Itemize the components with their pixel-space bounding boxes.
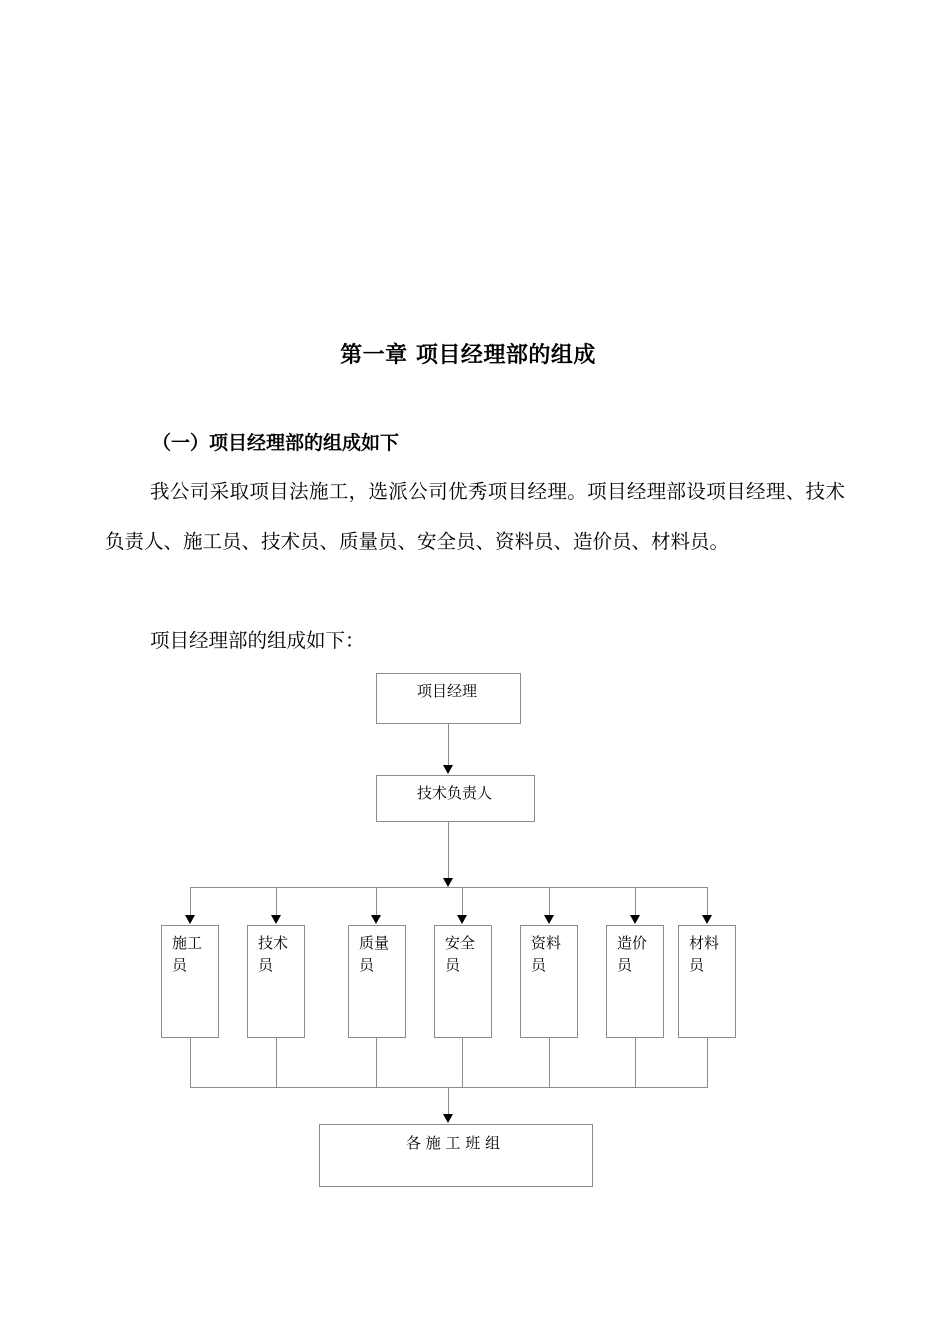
section-heading: （一）项目经理部的组成如下 — [152, 432, 400, 454]
drop-line — [376, 887, 377, 915]
arrow-head — [544, 915, 554, 924]
arrow-head — [630, 915, 640, 924]
org-box-label: 项目经理 — [417, 682, 478, 700]
rise-line — [190, 1038, 191, 1087]
drop-line — [190, 887, 191, 915]
drop-line — [276, 887, 277, 915]
drop-line — [549, 887, 550, 915]
top-bus-line — [190, 887, 708, 888]
org-box-label: 造价员 — [617, 934, 648, 974]
org-box-label: 质量员 — [359, 934, 390, 974]
org-box-technician — [247, 925, 305, 1038]
org-box-documents-staff — [520, 925, 578, 1038]
connector-line — [448, 822, 449, 879]
org-box-quality-staff — [348, 925, 406, 1038]
org-box-label: 各 施 工 班 组 — [406, 1134, 501, 1152]
arrow-head — [443, 1114, 453, 1123]
drop-line — [707, 887, 708, 915]
arrow-head — [702, 915, 712, 924]
arrow-head — [443, 878, 453, 887]
arrow-head — [185, 915, 195, 924]
drop-line — [462, 887, 463, 915]
chart-intro-paragraph: 项目经理部的组成如下： — [150, 629, 365, 652]
org-box-label: 安全员 — [445, 934, 476, 974]
rise-line — [462, 1038, 463, 1087]
bottom-bus-line — [190, 1087, 708, 1088]
connector-line — [448, 1087, 449, 1115]
rise-line — [276, 1038, 277, 1087]
org-box-safety-staff — [434, 925, 492, 1038]
org-box-label: 技术员 — [258, 934, 289, 974]
arrow-head — [457, 915, 467, 924]
org-box-label: 资料员 — [531, 934, 562, 974]
org-box-cost-staff — [606, 925, 664, 1038]
org-box-label: 施工员 — [172, 934, 203, 974]
org-box-technical-lead — [376, 775, 535, 822]
intro-paragraph: 我公司采取项目法施工，选派公司优秀项目经理。项目经理部设项目经理、技术负责人、施工员、技术员、质量员、安全员、资料员、造价员、材料员。 — [105, 480, 845, 553]
rise-line — [707, 1038, 708, 1087]
rise-line — [549, 1038, 550, 1087]
chapter-title: 第一章 项目经理部的组成 — [340, 343, 596, 368]
drop-line — [635, 887, 636, 915]
org-box-construction-staff — [161, 925, 219, 1038]
org-box-project-manager — [376, 673, 521, 724]
org-box-work-crews — [319, 1124, 593, 1187]
org-box-label: 技术负责人 — [417, 784, 493, 802]
rise-line — [635, 1038, 636, 1087]
rise-line — [376, 1038, 377, 1087]
arrow-head — [271, 915, 281, 924]
org-box-label: 材料员 — [689, 934, 720, 974]
connector-line — [448, 724, 449, 766]
org-box-materials-staff — [678, 925, 736, 1038]
arrow-head — [443, 765, 453, 774]
arrow-head — [371, 915, 381, 924]
